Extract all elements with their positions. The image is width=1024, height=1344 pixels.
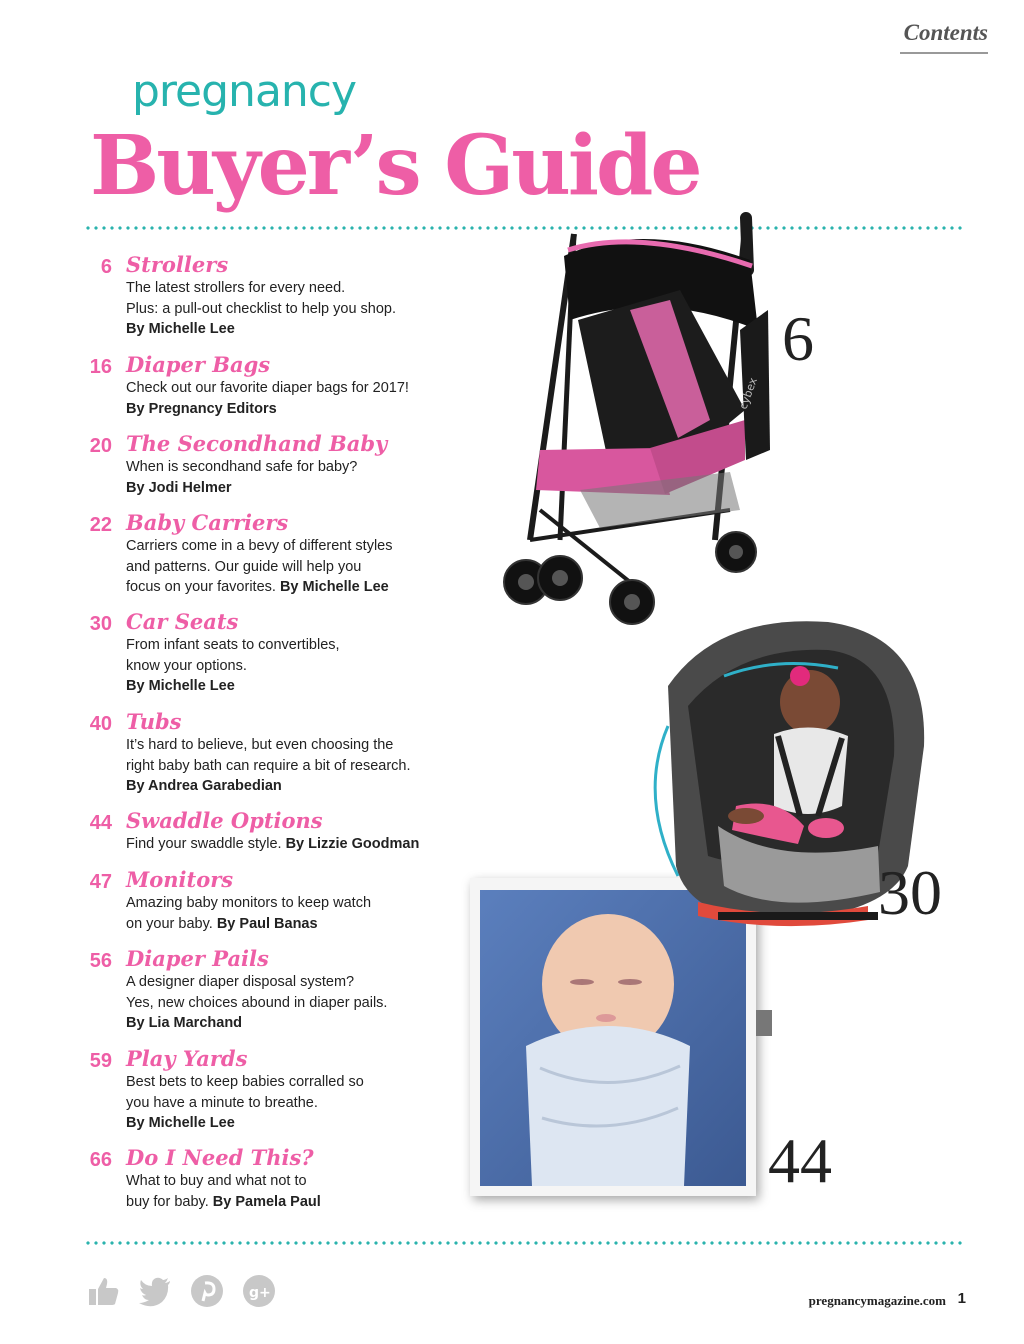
toc-description-line: know your options. [126,657,247,674]
toc-description-line: The latest strollers for every need. [126,280,346,296]
toc-author: By Michelle Lee [126,321,235,337]
toc-description [126,893,486,934]
toc-description [126,536,486,598]
toc-byline [126,834,486,855]
toc-page-number: 6 [100,256,112,278]
thumbs-up-icon[interactable] [86,1274,120,1308]
toc-title: Diaper Pails [126,946,269,971]
toc-description-tail: on your baby. [126,915,213,932]
toc-description-line: What to buy and what not to [126,1173,307,1189]
toc-byline [126,319,486,340]
footer-url[interactable]: pregnancymagazine.com [808,1293,946,1308]
toc-description-line: Best bets to keep babies corralled so [126,1074,364,1090]
swaddle-frame-shadow [756,1010,772,1036]
toc-description-tail: focus on your favorites. [126,579,276,595]
toc-byline [126,914,486,935]
toc-description-tail: Find your swaddle style. [126,836,282,852]
toc-description [126,378,486,419]
toc-title: Monitors [126,867,234,892]
toc-title: Car Seats [126,609,239,634]
bottom-dotted-divider [84,1241,962,1245]
toc-description-line: you have a minute to breathe. [126,1094,318,1111]
toc-title: Strollers [126,252,229,277]
stroller-photo [500,210,790,630]
toc-description-line: Carriers come in a bevy of different styles [126,538,393,554]
toc-description-line: It’s hard to believe, but even choosing the [126,737,394,753]
toc-title: Swaddle Options [126,808,323,833]
toc-description-line: A designer diaper disposal system? [126,974,355,990]
toc-byline [126,577,486,598]
stroller-brand-mark: cybex [736,375,760,412]
toc-author: By Jodi Helmer [126,479,232,496]
toc-page-number: 40 [89,713,112,735]
toc-page-number: 47 [89,871,112,893]
toc-description-tail: buy for baby. [126,1193,209,1210]
toc-description-line: right baby bath can require a bit of research. [126,757,411,774]
toc-author: By Michelle Lee [126,1115,235,1131]
google-plus-icon[interactable] [242,1274,276,1308]
swaddle-page-callout: 44 [768,1125,832,1196]
toc-description [126,1171,486,1212]
toc-title: Baby Carriers [126,510,289,535]
page-title: Buyer’s Guide [90,118,700,214]
toc-description [126,1072,486,1134]
twitter-icon[interactable] [138,1274,172,1308]
toc-description-line: From infant seats to convertibles, [126,637,340,653]
toc-author: By Pregnancy Editors [126,400,277,417]
stroller-page-callout: 6 [782,303,814,374]
toc-page-number: 56 [89,950,112,972]
toc-page-number: 44 [89,812,112,834]
section-label-underline [900,52,988,54]
toc-description [126,834,486,855]
toc-author: By Michelle Lee [126,678,235,694]
toc-page-number: 30 [89,613,112,635]
toc-description-line: Plus: a pull-out checklist to help you shop. [126,300,397,317]
car-seat-page-callout: 30 [878,857,942,928]
toc-page-number: 20 [89,435,112,457]
toc-title: Diaper Bags [126,352,271,377]
toc-page-number: 59 [89,1050,112,1072]
toc-description-line: and patterns. Our guide will help you [126,558,362,575]
toc-author: By Pamela Paul [212,1193,321,1210]
svg-text:g+: g+ [249,1285,271,1301]
toc-byline [126,1192,486,1213]
toc-description-line: Yes, new choices abound in diaper pails. [126,994,388,1011]
toc-description-line: Amazing baby monitors to keep watch [126,895,372,911]
toc-author: By Paul Banas [216,915,318,932]
toc-description [126,635,486,697]
toc-byline [126,1113,486,1134]
toc-page-number: 22 [89,514,112,536]
page-number: 1 [957,1290,966,1307]
toc-description-line: When is secondhand safe for baby? [126,459,358,475]
toc-author: By Lia Marchand [126,1015,243,1031]
section-label: Contents [903,20,988,45]
toc-byline [126,776,486,797]
toc-page-number: 16 [89,356,112,378]
brand-logo: pregnancy [132,66,357,117]
toc-description [126,457,486,498]
toc-byline [126,676,486,697]
toc-title: Tubs [126,709,182,734]
toc-byline [126,1013,486,1034]
toc-description-line: Check out our favorite diaper bags for 2017! [126,380,409,396]
toc-byline [126,478,486,499]
toc-description [126,735,486,797]
toc-page-number: 66 [89,1149,112,1171]
toc-author: By Andrea Garabedian [126,778,282,794]
social-links [86,1274,276,1308]
pinterest-icon[interactable] [190,1274,224,1308]
toc-title: The Secondhand Baby [126,431,388,456]
toc-description [126,278,486,340]
toc-title: Do I Need This? [126,1145,314,1170]
toc-description [126,972,486,1034]
toc-author: By Michelle Lee [279,579,389,595]
toc-title: Play Yards [126,1046,248,1071]
toc-author: By Lizzie Goodman [285,836,420,852]
toc-byline [126,399,486,420]
